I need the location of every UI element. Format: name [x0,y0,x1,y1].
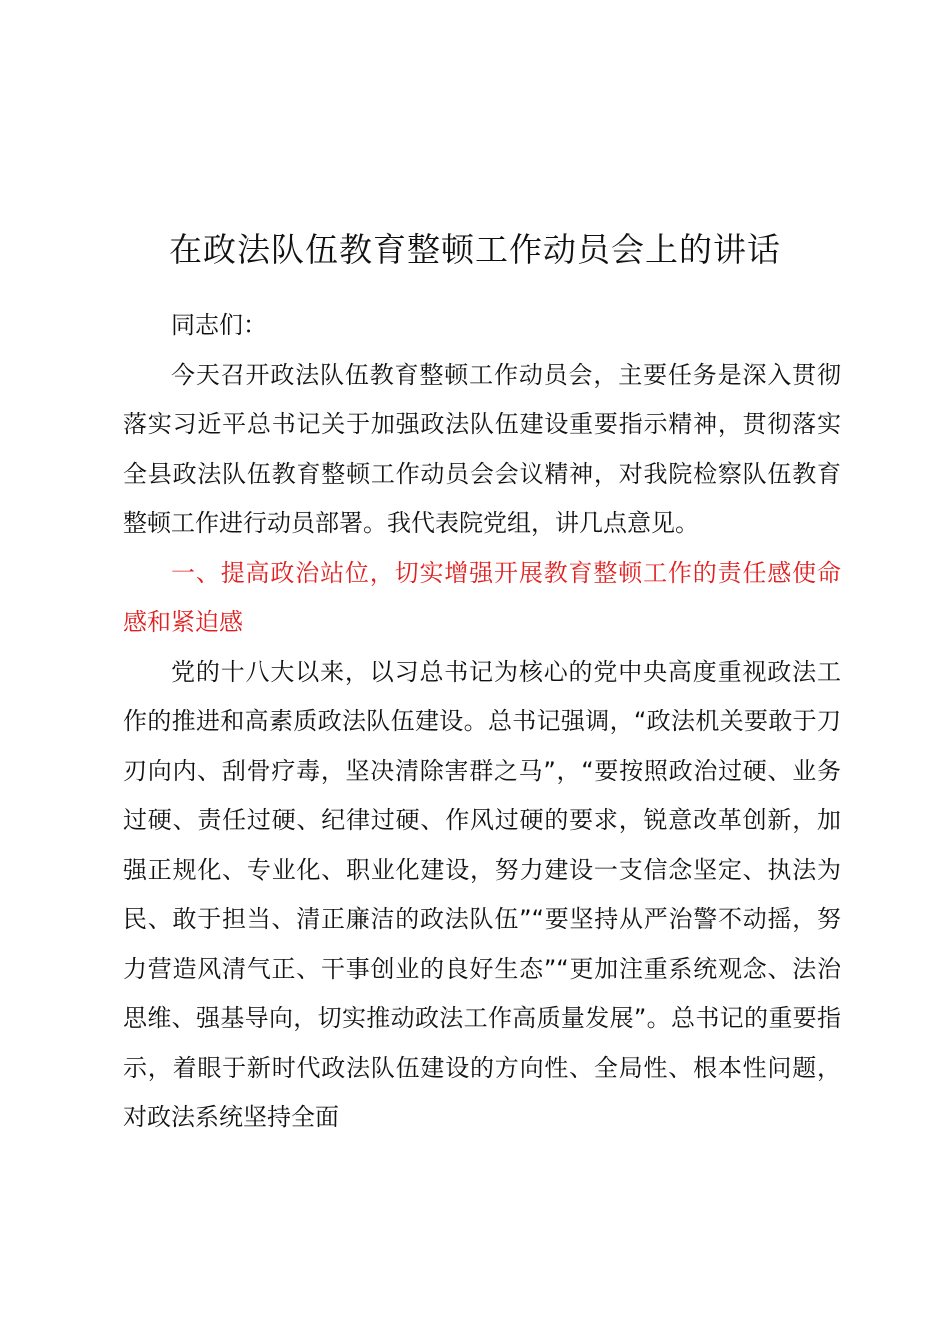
section-heading-1: 一、提高政治站位，切实增强开展教育整顿工作的责任感使命感和紧迫感 [123,558,841,636]
section-1-paragraph: 党的十八大以来，以习总书记为核心的党中央高度重视政法工作的推进和高素质政法队伍建设。总书记强调，“政法机关要敢于刀刃向内、刮骨疗毒，坚决清除害群之马”，“要按照政治过硬、业务过硬、责任过硬、纪律过硬、作风过硬的要求，锐意改革创新，加强正规化、专业化、职业化建设，努力建设一支信念坚定、执法为民、敢于担当、清正廉洁的政法队伍”“要坚持从严治警不动摇，努力营造风清气正、干事创业的良好生态”“更加注重系统观念、法治思维、强基导向，切实推动政法工作高质量发展”。总书记的重要指示，着眼于新时代政法队伍建设的方向性、全局性、根本性问题，对政法系统坚持全面 [123,657,841,1131]
salutation: 同志们： [171,311,267,339]
document-title: 在政法队伍教育整顿工作动员会上的讲话 [169,230,781,269]
document-body [123,301,841,1143]
intro-paragraph: 今天召开政法队伍教育整顿工作动员会，主要任务是深入贯彻落实习近平总书记关于加强政法队伍建设重要指示精神，贯彻落实全县政法队伍教育整顿工作动员会会议精神，对我院检察队伍教育整顿工作进行动员部署。我代表院党组，讲几点意见。 [123,360,841,537]
